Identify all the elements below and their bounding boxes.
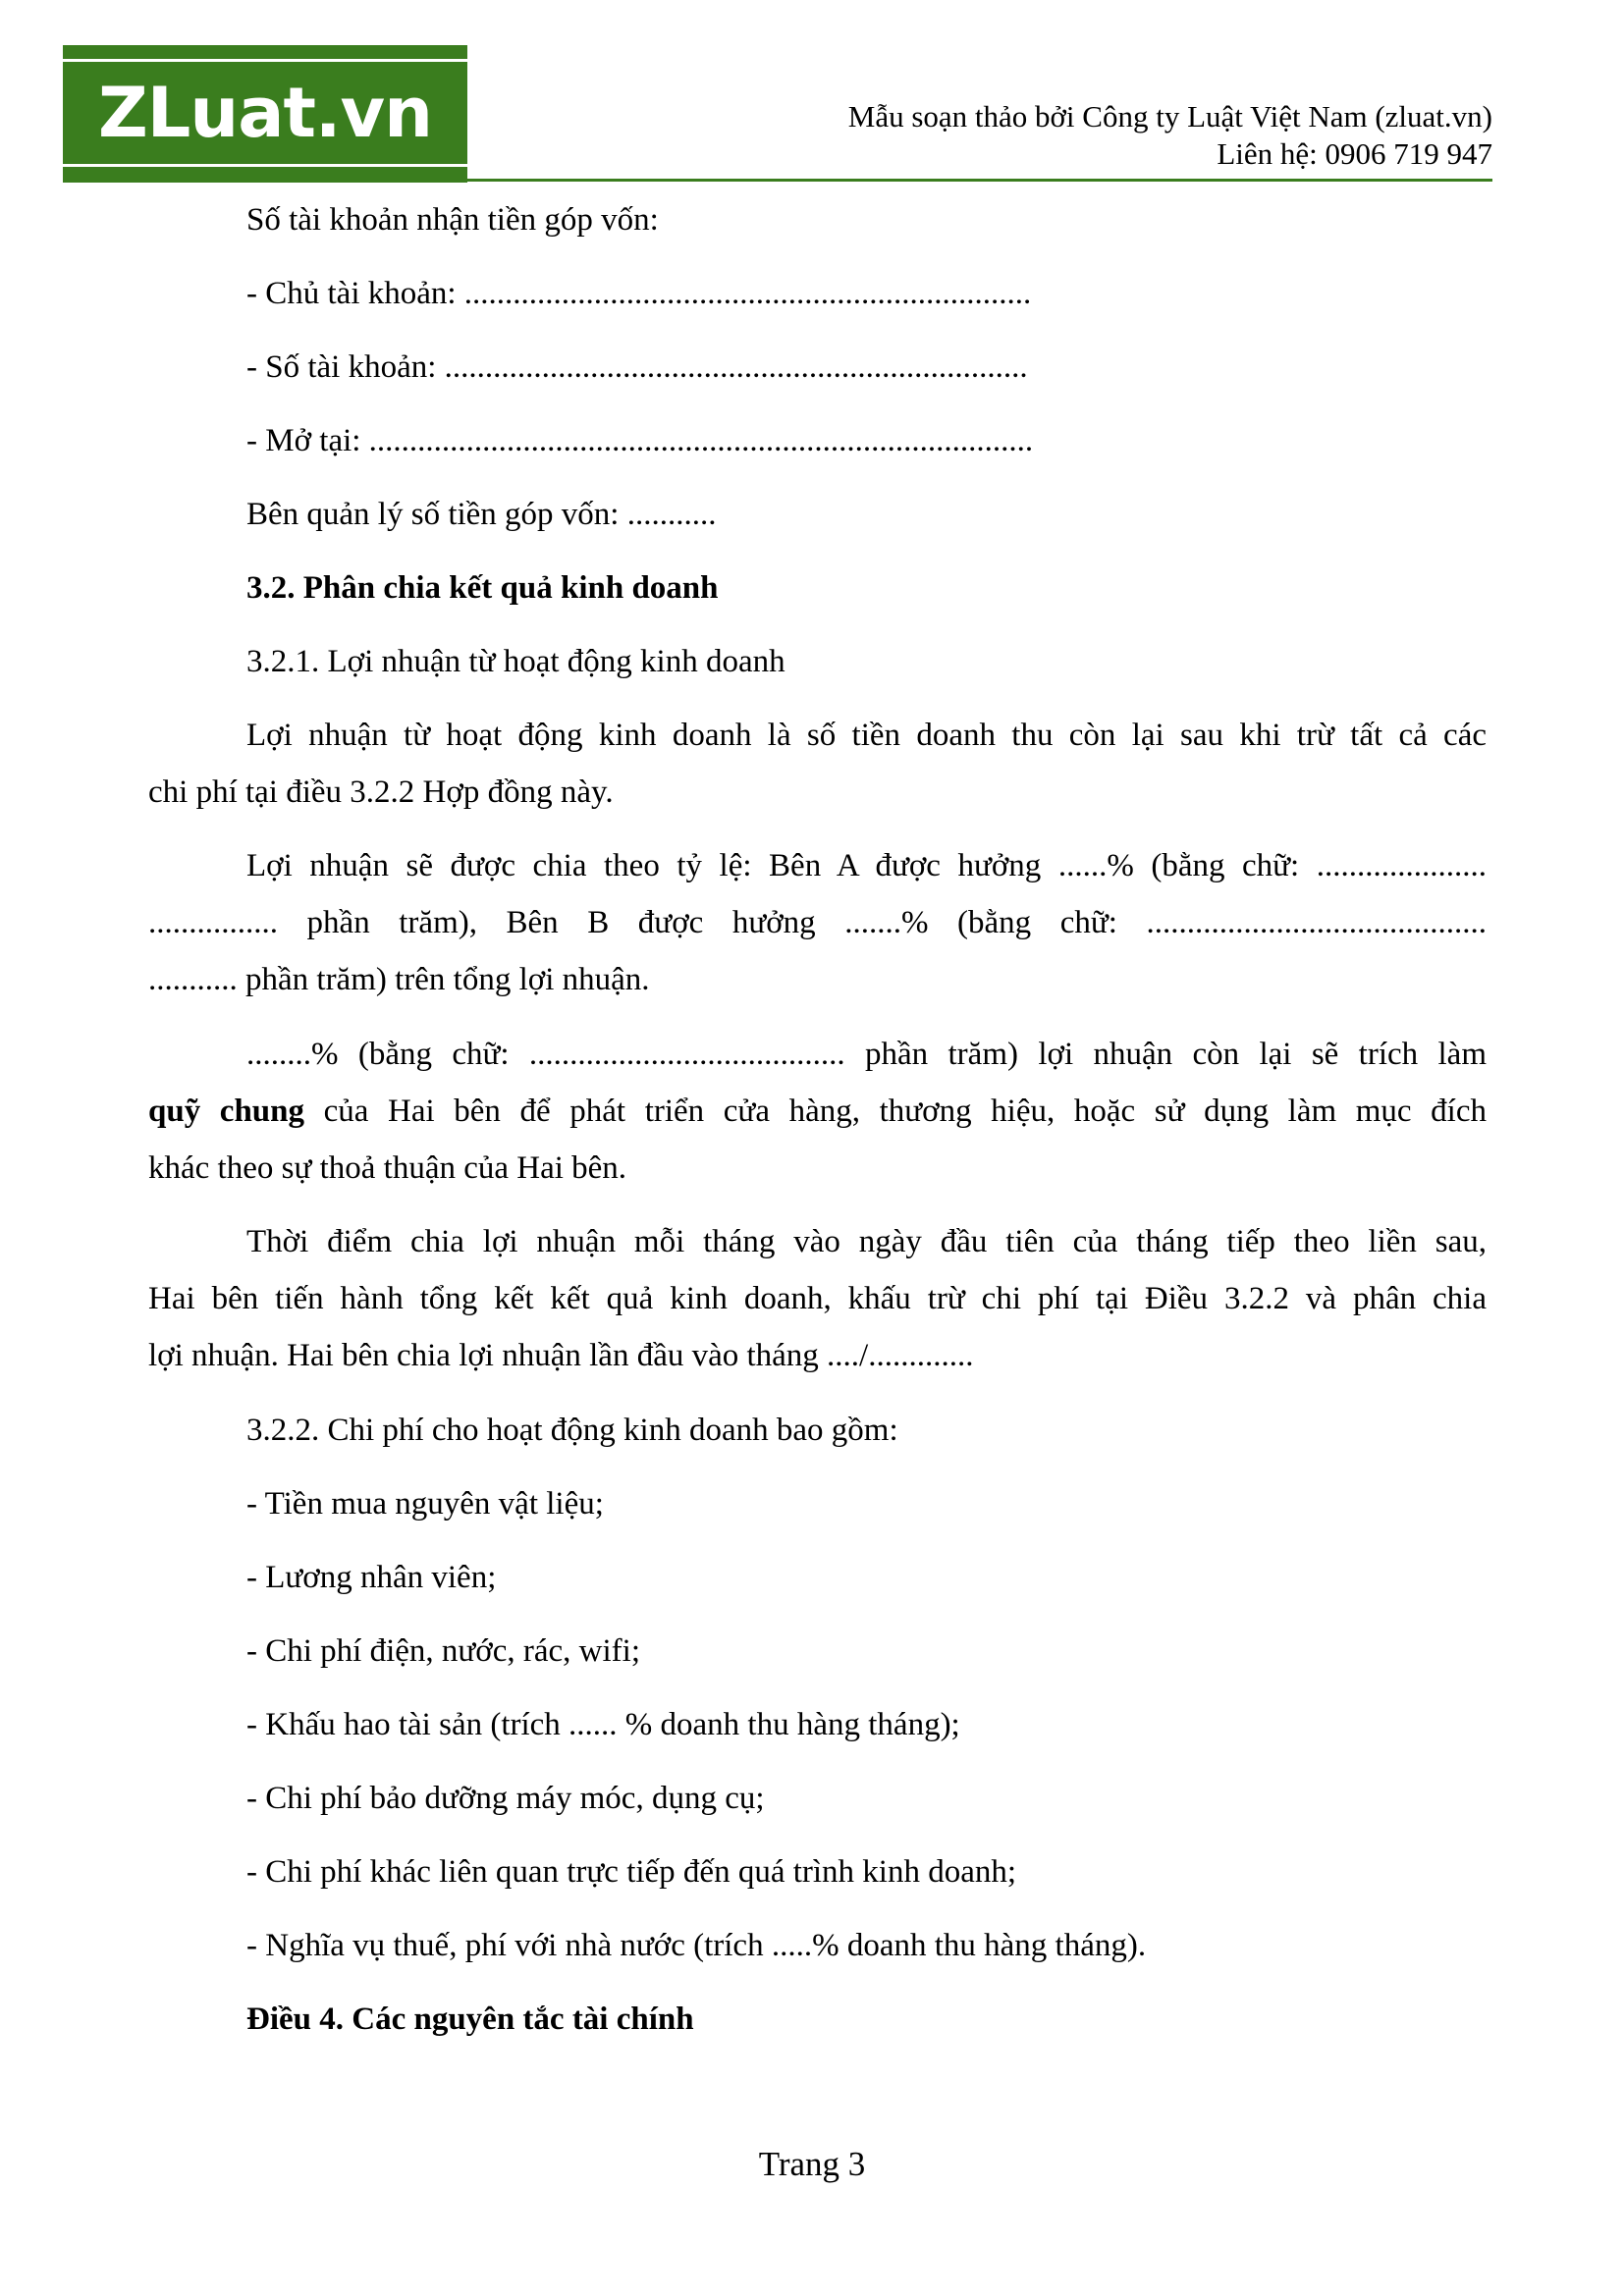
article-4-heading: Điều 4. Các nguyên tắc tài chính xyxy=(246,2002,694,2037)
header-info xyxy=(848,98,1492,173)
paragraph-4-line-2: Hai bên tiến hành tổng kết kết quả kinh doanh, khấu trừ chi phí tại Điều 3.2.2 và phân chia xyxy=(148,1281,1487,1316)
paragraph-2-line-1: Lợi nhuận sẽ được chia theo tỷ lệ: Bên A được hưởng ......% (bằng chữ: ..................... xyxy=(246,848,1487,883)
zluat-logo xyxy=(63,45,467,183)
subsection-3-2-2-heading: 3.2.2. Chi phí cho hoạt động kinh doanh bao gồm: xyxy=(246,1413,898,1448)
page-number: Trang 3 xyxy=(758,2145,866,2183)
header-line-2: Liên hệ: 0906 719 947 xyxy=(1217,136,1492,171)
subsection-3-2-1-heading: 3.2.1. Lợi nhuận từ hoạt động kinh doanh xyxy=(246,644,785,679)
paragraph-3-line-2 xyxy=(148,1093,1487,1130)
cost-item: - Chi phí khác liên quan trực tiếp đến quá trình kinh doanh; xyxy=(246,1854,1017,1890)
logo-text: ZLuat.vn xyxy=(98,73,432,153)
cost-item: - Lương nhân viên; xyxy=(246,1560,497,1595)
capital-manager: Bên quản lý số tiền góp vốn: ........... xyxy=(246,497,717,532)
paragraph-2-line-3: ........... phần trăm) trên tổng lợi nhuận. xyxy=(148,962,650,997)
cost-item: - Nghĩa vụ thuế, phí với nhà nước (trích .....% doanh thu hàng tháng). xyxy=(246,1928,1147,1963)
account-heading: Số tài khoản nhận tiền góp vốn: xyxy=(246,202,659,238)
common-fund-term: quỹ chung xyxy=(148,1094,305,1129)
paragraph-2-line-2: ................ phần trăm), Bên B được hưởng .......% (bằng chữ: .......................................... xyxy=(148,905,1487,940)
account-bank: - Mở tại: .................................................................................. xyxy=(246,423,1034,458)
cost-item: - Chi phí điện, nước, rác, wifi; xyxy=(246,1633,640,1669)
logo-frame xyxy=(63,59,467,167)
cost-item: - Tiền mua nguyên vật liệu; xyxy=(246,1486,604,1522)
paragraph-4-line-1: Thời điểm chia lợi nhuận mỗi tháng vào ngày đầu tiên của tháng tiếp theo liền sau, xyxy=(246,1224,1487,1259)
cost-item: - Khấu hao tài sản (trích ...... % doanh thu hàng tháng); xyxy=(246,1707,960,1742)
account-number: - Số tài khoản: ........................................................................ xyxy=(246,349,1028,385)
paragraph-1-line-2: chi phí tại điều 3.2.2 Hợp đồng này. xyxy=(148,774,614,810)
paragraph-3-line-2-rest: của Hai bên để phát triển cửa hàng, thương hiệu, hoặc sử dụng làm mục đích xyxy=(304,1094,1488,1129)
cost-item: - Chi phí bảo dưỡng máy móc, dụng cụ; xyxy=(246,1781,765,1816)
header-rule xyxy=(467,179,1492,182)
section-3-2-heading: 3.2. Phân chia kết quả kinh doanh xyxy=(246,570,719,606)
paragraph-1-line-1: Lợi nhuận từ hoạt động kinh doanh là số tiền doanh thu còn lại sau khi trừ tất cả các xyxy=(246,718,1487,753)
paragraph-3-line-1: ........% (bằng chữ: ....................................... phần trăm) lợi nhuận còn lại sẽ trích làm xyxy=(246,1037,1487,1072)
account-owner: - Chủ tài khoản: ...................................................................... xyxy=(246,276,1032,311)
header-line-1: Mẫu soạn thảo bởi Công ty Luật Việt Nam (zluat.vn) xyxy=(847,99,1492,133)
paragraph-3-line-3: khác theo sự thoả thuận của Hai bên. xyxy=(148,1150,627,1186)
paragraph-4-line-3: lợi nhuận. Hai bên chia lợi nhuận lần đầu vào tháng ..../............. xyxy=(148,1338,974,1373)
